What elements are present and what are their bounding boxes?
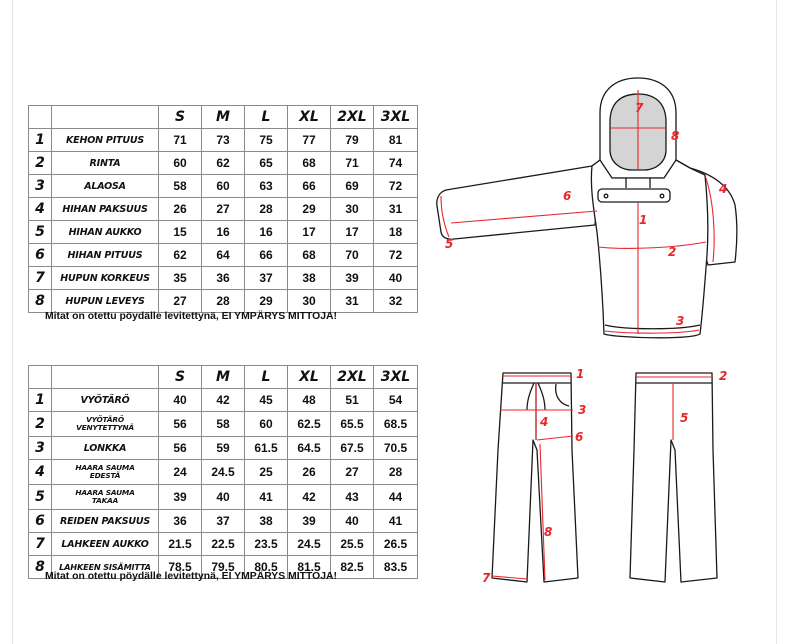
- size-value-cell: 32: [374, 290, 418, 313]
- size-value-cell: 44: [374, 485, 418, 510]
- jacket-marker-7: 7: [635, 101, 644, 115]
- measurement-name-line: LAHKEEN AUKKO: [61, 538, 149, 550]
- size-header-cell: 2XL: [331, 106, 374, 129]
- size-value-cell: 29: [288, 198, 331, 221]
- size-value-cell: 68: [288, 244, 331, 267]
- jacket-diagram: [437, 78, 737, 338]
- measurement-name-line: HAARA SAUMA: [75, 463, 135, 472]
- size-value-cell: 72: [374, 244, 418, 267]
- measurement-name-line: VENYTETTYNÄ: [76, 423, 134, 432]
- size-value-cell: 79: [331, 129, 374, 152]
- size-value-cell: 48: [288, 389, 331, 412]
- size-value-cell: 28: [202, 290, 245, 313]
- row-number: 2: [29, 412, 52, 437]
- size-value-cell: 64.5: [288, 437, 331, 460]
- size-value-cell: 64: [202, 244, 245, 267]
- measurement-name-line: EDESTÄ: [89, 471, 121, 480]
- row-number: 3: [29, 175, 52, 198]
- size-value-cell: 18: [374, 221, 418, 244]
- size-value-cell: 40: [202, 485, 245, 510]
- jacket-left-sleeve: [437, 160, 600, 239]
- size-value-cell: 17: [331, 221, 374, 244]
- size-value-cell: 51: [331, 389, 374, 412]
- size-header-cell: S: [159, 106, 202, 129]
- size-value-cell: 56: [159, 412, 202, 437]
- size-value-cell: 42: [288, 485, 331, 510]
- size-value-cell: 16: [202, 221, 245, 244]
- size-value-cell: 66: [288, 175, 331, 198]
- row-number: 7: [29, 267, 52, 290]
- measurement-name-line: TAKAA: [91, 496, 119, 505]
- measurement-name-line: VYÖTÄRÖ: [80, 394, 130, 406]
- size-value-cell: 39: [288, 510, 331, 533]
- size-value-cell: 36: [159, 510, 202, 533]
- measurement-name-line: HUPUN KORKEUS: [60, 272, 150, 284]
- measurement-name-line: KEHON PITUUS: [66, 134, 144, 146]
- size-header-cell: M: [202, 106, 245, 129]
- size-value-cell: 24: [159, 460, 202, 485]
- size-value-cell: 28: [245, 198, 288, 221]
- measurement-name-line: VYÖTÄRÖ: [86, 415, 124, 424]
- size-value-cell: 28: [374, 460, 418, 485]
- size-value-cell: 24.5: [288, 533, 331, 556]
- pants-front-marker-7: 7: [482, 571, 491, 585]
- jacket-marker-3: 3: [676, 314, 685, 328]
- size-value-cell: 79.5: [202, 556, 245, 579]
- row-number: 2: [29, 152, 52, 175]
- size-value-cell: 60: [159, 152, 202, 175]
- size-header-cell: L: [245, 366, 288, 389]
- size-value-cell: 27: [331, 460, 374, 485]
- jacket-marker-5: 5: [445, 237, 454, 251]
- size-value-cell: 25.5: [331, 533, 374, 556]
- measurement-name-line: HIHAN AUKKO: [68, 226, 142, 238]
- size-value-cell: 83.5: [374, 556, 418, 579]
- size-value-cell: 68.5: [374, 412, 418, 437]
- row-number: 1: [29, 389, 52, 412]
- size-value-cell: 60: [245, 412, 288, 437]
- size-value-cell: 42: [202, 389, 245, 412]
- size-value-cell: 40: [374, 267, 418, 290]
- size-value-cell: 35: [159, 267, 202, 290]
- pants-back-marker-5: 5: [680, 411, 689, 425]
- size-header-cell: 3XL: [374, 106, 418, 129]
- row-number: 5: [29, 221, 52, 244]
- size-value-cell: 16: [245, 221, 288, 244]
- pants-front-marker-8: 8: [544, 525, 553, 539]
- size-header-cell: 2XL: [331, 366, 374, 389]
- size-value-cell: 39: [159, 485, 202, 510]
- size-value-cell: 22.5: [202, 533, 245, 556]
- size-value-cell: 80.5: [245, 556, 288, 579]
- size-value-cell: 71: [159, 129, 202, 152]
- row-number: 1: [29, 129, 52, 152]
- row-number: 4: [29, 198, 52, 221]
- size-value-cell: 31: [331, 290, 374, 313]
- size-header-cell: L: [245, 106, 288, 129]
- pants-front-marker-3: 3: [578, 403, 587, 417]
- size-value-cell: 38: [245, 510, 288, 533]
- size-value-cell: 26: [159, 198, 202, 221]
- size-value-cell: 62: [159, 244, 202, 267]
- size-value-cell: 23.5: [245, 533, 288, 556]
- size-header-cell: XL: [288, 366, 331, 389]
- size-value-cell: 65: [245, 152, 288, 175]
- size-value-cell: 65.5: [331, 412, 374, 437]
- size-header-cell: XL: [288, 106, 331, 129]
- pants-back-marker-2: 2: [719, 369, 728, 383]
- row-number: 6: [29, 510, 52, 533]
- jacket-marker-8: 8: [671, 129, 680, 143]
- measurement-name-line: HIHAN PAKSUUS: [62, 203, 148, 215]
- row-number: 8: [29, 556, 52, 579]
- measurement-name-line: LAHKEEN SISÄMITTA: [59, 562, 151, 572]
- size-value-cell: 59: [202, 437, 245, 460]
- measurement-name-line: HUPUN LEVEYS: [65, 295, 145, 307]
- size-value-cell: 27: [159, 290, 202, 313]
- size-value-cell: 25: [245, 460, 288, 485]
- size-value-cell: 70.5: [374, 437, 418, 460]
- pants-table-note: Mitat on otettu pöydälle levitettynä, EI YMPÄRYS MITTOJA!: [45, 571, 337, 582]
- jacket-marker-6: 6: [563, 189, 572, 203]
- measurement-name-line: LONKKA: [83, 442, 127, 454]
- row-number: 4: [29, 460, 52, 485]
- size-value-cell: 43: [331, 485, 374, 510]
- size-value-cell: 62.5: [288, 412, 331, 437]
- measurement-name-line: ALAOSA: [84, 180, 126, 192]
- size-value-cell: 58: [159, 175, 202, 198]
- pants-front-marker-4: 4: [540, 415, 549, 429]
- size-value-cell: 60: [202, 175, 245, 198]
- row-number: 7: [29, 533, 52, 556]
- size-value-cell: 68: [288, 152, 331, 175]
- size-value-cell: 38: [288, 267, 331, 290]
- size-value-cell: 39: [331, 267, 374, 290]
- size-value-cell: 77: [288, 129, 331, 152]
- pants-front-diagram: [492, 373, 578, 582]
- measurement-name-line: HAARA SAUMA: [75, 488, 135, 497]
- size-value-cell: 58: [202, 412, 245, 437]
- size-value-cell: 15: [159, 221, 202, 244]
- pants-front-marker-1: 1: [576, 367, 585, 381]
- size-value-cell: 24.5: [202, 460, 245, 485]
- size-value-cell: 81: [374, 129, 418, 152]
- size-value-cell: 31: [374, 198, 418, 221]
- size-value-cell: 71: [331, 152, 374, 175]
- size-value-cell: 62: [202, 152, 245, 175]
- size-value-cell: 66: [245, 244, 288, 267]
- size-value-cell: 26.5: [374, 533, 418, 556]
- row-number: 3: [29, 437, 52, 460]
- row-number: 6: [29, 244, 52, 267]
- size-value-cell: 26: [288, 460, 331, 485]
- measurement-name-line: RINTA: [89, 157, 121, 169]
- size-header-cell: M: [202, 366, 245, 389]
- jacket-marker-4: 4: [719, 182, 728, 196]
- size-value-cell: 40: [159, 389, 202, 412]
- size-value-cell: 72: [374, 175, 418, 198]
- size-value-cell: 73: [202, 129, 245, 152]
- size-value-cell: 63: [245, 175, 288, 198]
- size-value-cell: 21.5: [159, 533, 202, 556]
- size-value-cell: 74: [374, 152, 418, 175]
- size-value-cell: 40: [331, 510, 374, 533]
- size-value-cell: 67.5: [331, 437, 374, 460]
- size-value-cell: 54: [374, 389, 418, 412]
- measurement-name-line: HIHAN PITUUS: [67, 249, 143, 261]
- size-value-cell: 30: [288, 290, 331, 313]
- size-value-cell: 30: [331, 198, 374, 221]
- size-value-cell: 45: [245, 389, 288, 412]
- size-value-cell: 61.5: [245, 437, 288, 460]
- size-value-cell: 82.5: [331, 556, 374, 579]
- size-value-cell: 69: [331, 175, 374, 198]
- pants-front-marker-6: 6: [575, 430, 584, 444]
- size-value-cell: 17: [288, 221, 331, 244]
- size-value-cell: 78.5: [159, 556, 202, 579]
- size-value-cell: 81.5: [288, 556, 331, 579]
- jacket-marker-1: 1: [639, 213, 648, 227]
- size-value-cell: 29: [245, 290, 288, 313]
- row-number: 5: [29, 485, 52, 510]
- size-header-cell: 3XL: [374, 366, 418, 389]
- jacket-table-note: Mitat on otettu pöydälle levitettynä, EI YMPÄRYS MITTOJA!: [45, 311, 337, 322]
- size-value-cell: 37: [202, 510, 245, 533]
- size-value-cell: 27: [202, 198, 245, 221]
- size-value-cell: 41: [245, 485, 288, 510]
- measurement-name-line: REIDEN PAKSUUS: [59, 515, 151, 527]
- size-value-cell: 56: [159, 437, 202, 460]
- size-value-cell: 75: [245, 129, 288, 152]
- jacket-marker-2: 2: [668, 245, 677, 259]
- row-number: 8: [29, 290, 52, 313]
- size-value-cell: 70: [331, 244, 374, 267]
- size-value-cell: 41: [374, 510, 418, 533]
- size-value-cell: 37: [245, 267, 288, 290]
- size-value-cell: 36: [202, 267, 245, 290]
- size-header-cell: S: [159, 366, 202, 389]
